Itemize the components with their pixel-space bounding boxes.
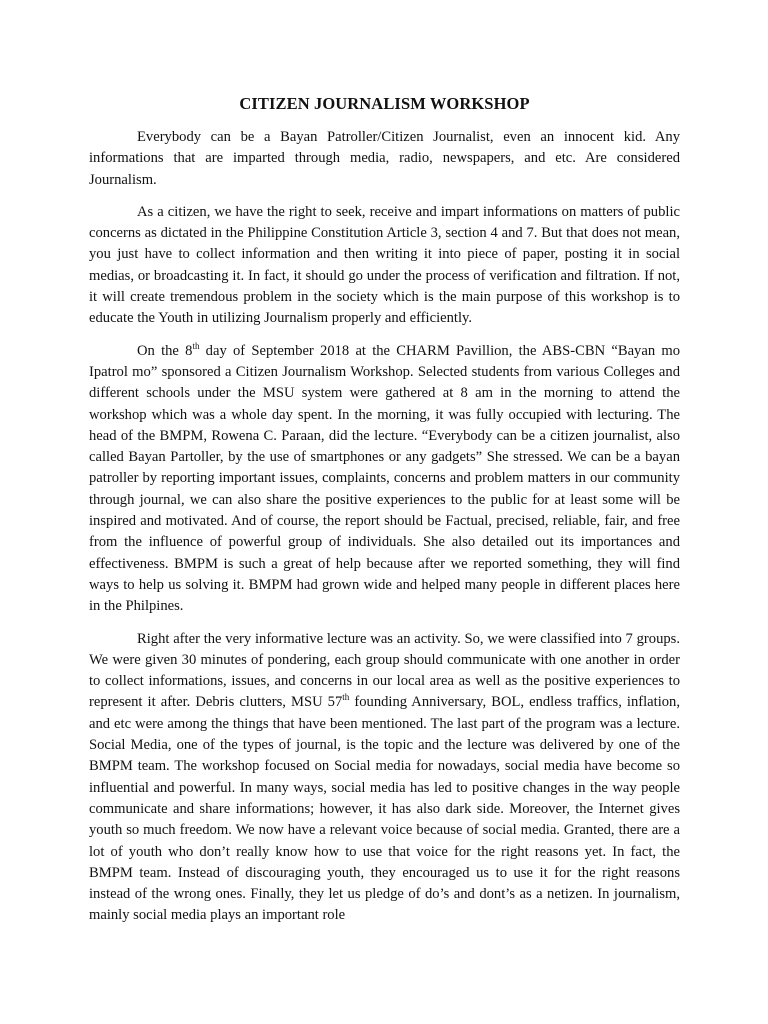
paragraph-intro: Everybody can be a Bayan Patroller/Citizen Journalist, even an innocent kid. Any informations that are imparted through media, radio, newspapers, and etc. Are considered Journalism. [89,129,680,188]
paragraph-text: On the 8 [137,342,193,359]
ordinal-suffix: th [342,692,350,703]
document-title: CITIZEN JOURNALISM WORKSHOP [239,94,530,113]
paragraph-rights: As a citizen, we have the right to seek, receive and impart informations on matters of public concerns as dictated in the Philippine Constitution Article 3, section 4 and 7. But that does not mean, you just have to collect information and then writing it into piece of paper, posting it in social medias, or broadcasting it. In fact, it should go under the process of verification and filtration. If not, it will create tremendous problem in the society which is the main purpose of this workshop is to educate the Youth in utilizing Journalism properly and efficiently. [89,203,680,327]
ordinal-suffix: th [192,340,200,351]
paragraph-text: Right after the very informative lecture was an activity. So, we were classified into 7 groups. We were given 30 minutes of pondering, each group should communicate with one another in order to collect informations, issues, and concerns in our local area as well as the positive experiences to represent it after. Debris clutters, MSU 57 [89,630,680,711]
paragraph-text: founding Anniversary, BOL, endless traffics, inflation, and etc were among the things that have been mentioned. The last part of the program was a lecture. Social Media, one of the types of journal, is the topic and the lecture was delivered by one of the BMPM team. The workshop focused on Social media for nowadays, social media have become so influential and powerful. In many ways, social media has led to positive changes in the way people communicate and share informations; however, it has also dark side. Moreover, the Internet gives youth so much freedom. We now have a relevant voice because of social media. Granted, there are a lot of youth who don’t really know how to use that voice for the right reasons yet. In fact, the BMPM team. Instead of discouraging youth, they encouraged us to use it for the right reasons instead of the wrong ones. Finally, they let us pledge of do’s and dont’s as a netizen. In journalism, mainly social media plays an important role [89,694,680,924]
paragraph-activity [89,629,680,927]
paragraph-text: day of September 2018 at the CHARM Pavillion, the ABS-CBN “Bayan mo Ipatrol mo” sponsored a Citizen Journalism Workshop. Selected students from various Colleges and different schools under the MSU system were gathered at 8 am in the morning to attend the workshop which was a whole day spent. In the morning, it was fully occupied with lecturing. The head of the BMPM, Rowena C. Paraan, did the lecture. “Everybody can be a citizen journalist, also called Bayan Partoller, by the use of smartphones or any gadgets” She stressed. We can be a bayan patroller by reporting important issues, complaints, concerns and problem matters in our community through journal, we can also share the positive experiences to the public for at least some will be inspired and motivated. And of course, the report should be Factual, precised, reliable, fair, and free from the influence of powerful group of individuals. She also detailed out its importances and effectiveness. BMPM is such a great of help because after we reported something, they will find ways to help us solving it. BMPM had grown wide and helped many people in different places here in the Philpines. [89,342,680,615]
paragraph-workshop-details [89,341,680,618]
